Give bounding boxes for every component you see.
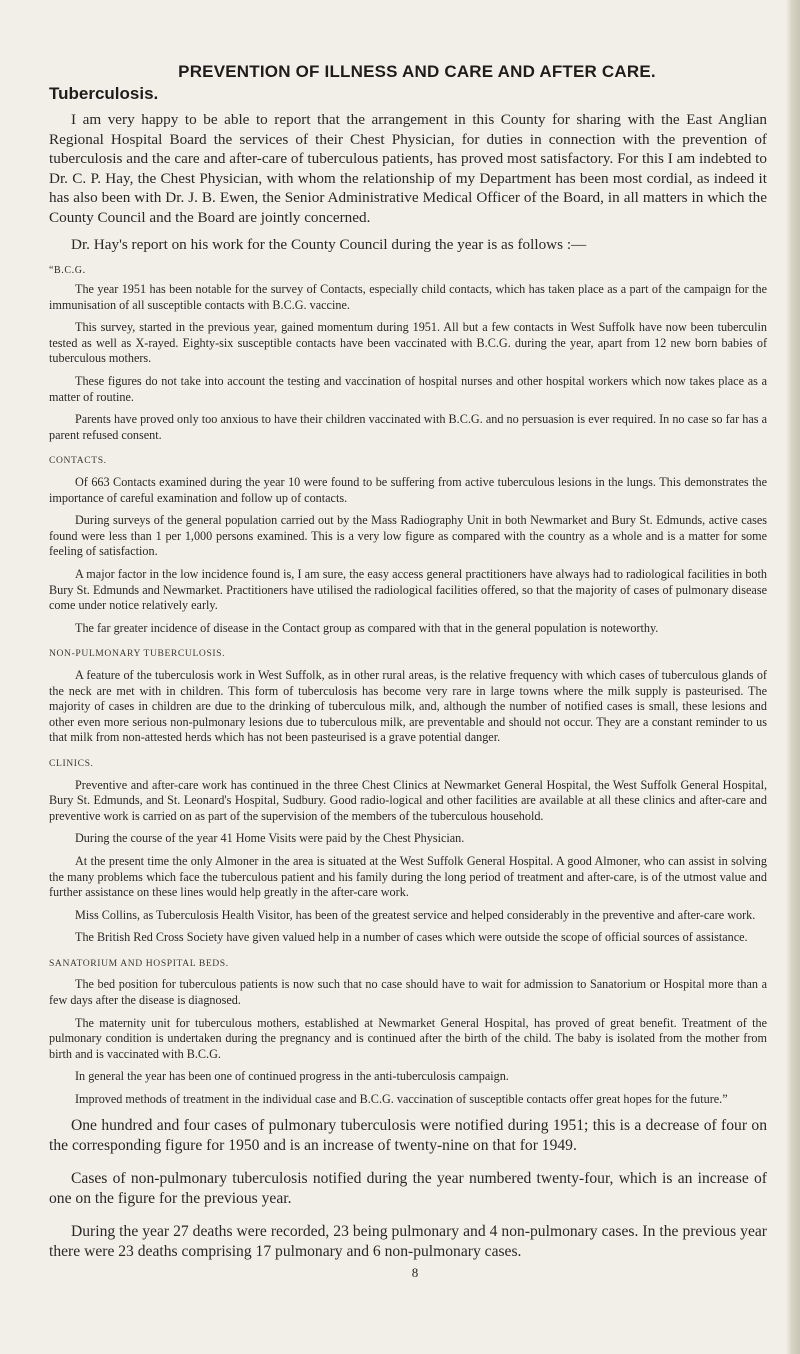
report-paragraph: These figures do not take into account the testing and vaccination of hospital nurses and other hospital workers which now takes place as a matter of routine. — [49, 374, 767, 404]
page-title: PREVENTION OF ILLNESS AND CARE AND AFTER CARE. — [178, 62, 656, 81]
intro-paragraph: Dr. Hay's report on his work for the County Council during the year is as follows :— — [71, 236, 587, 253]
bcg-label: “B.C.G. — [49, 264, 86, 276]
intro-paragraph: I am very happy to be able to report that the arrangement in this County for sharing with the East Anglian Regional Hospital Board the services of their Chest Physician, for duties in connection with the prevention of tuberculosis and the care and after-care of tuberculous patients, has proved most satisfactory. For this I am indebted to Dr. C. P. Hay, the Chest Physician, with whom the relationship of my Department has been most cordial, as indeed it has also been with Dr. J. B. Ewen, the Senior Administrative Medical Officer of the Board, in all matters in which the County Council and the Board are jointly concerned. — [49, 111, 767, 226]
report-section — [49, 263, 767, 1108]
report-paragraph: During the course of the year 41 Home Visits were paid by the Chest Physician. — [75, 831, 465, 846]
non-pulmonary-heading: NON-PULMONARY TUBERCULOSIS. — [49, 648, 226, 660]
report-paragraph: Improved methods of treatment in the individual case and B.C.G. vaccination of susceptible contacts offer great hopes for the future.” — [75, 1092, 728, 1107]
page-edge-shadow — [786, 0, 800, 1354]
contacts-heading: CONTACTS. — [49, 455, 107, 467]
report-paragraph: The year 1951 has been notable for the survey of Contacts, especially child contacts, which has taken place as a part of the campaign for the immunisation of all susceptible contacts with B.C.G. vaccine. — [49, 282, 767, 312]
closing-paragraph: During the year 27 deaths were recorded, 23 being pulmonary and 4 non-pulmonary cases. In the previous year there were 23 deaths comprising 17 pulmonary and 6 non-pulmonary cases. — [49, 1222, 767, 1261]
section-heading: Tuberculosis. — [49, 84, 159, 103]
report-paragraph: Preventive and after-care work has continued in the three Chest Clinics at Newmarket General Hospital, the West Suffolk General Hospital, Bury St. Edmunds, and St. Leonard's Hospital, Sudbury. Good radio-logical and other facilities are available at all these clinics and after-care and preventive work is carried on as part of the supervision of the members of the tuberculous household. — [49, 777, 767, 823]
report-paragraph: The far greater incidence of disease in the Contact group as compared with that in the general population is noteworthy. — [75, 620, 659, 635]
page-number: 8 — [411, 1264, 419, 1280]
report-paragraph: The bed position for tuberculous patients is now such that no case should have to wait for admission to Sanatorium or Hospital more than a few days after the disease is diagnosed. — [49, 977, 767, 1008]
clinics-heading: CLINICS. — [49, 757, 94, 769]
intro-section — [49, 110, 767, 255]
report-paragraph: At the present time the only Almoner in the area is situated at the West Suffolk General Hospital. A good Almoner, who can assist in solving the many problems which face the tuberculous patient and his family during the long period of treatment and after-care, is of the utmost value and further assistance on these lines would help greatly in the after-care work. — [49, 853, 767, 900]
report-paragraph: A feature of the tuberculosis work in West Suffolk, as in other rural areas, is the relative frequency with which cases of tuberculous glands of the neck are met with in children. This form of tuberculosis has become very rare in large towns where the milk supply is pasteurised. The majority of cases in children are due to the drinking of tuberculous milk, and, although the number of notified cases is small, these lesions and other even more serious non-pulmonary lesions due to tuberculous milk, are preventable and should not occur. They are a constant reminder to us that milk from non-attested herds which has not been pasteurised is a grave potential danger. — [49, 667, 767, 745]
report-paragraph: A major factor in the low incidence found is, I am sure, the easy access general practitioners have always had to radiological facilities in both Bury St. Edmunds and Newmarket. Practitioners have utilised the radiological facilities offered, so that the majority of cases of pulmonary disease come under notice relatively early. — [49, 567, 767, 613]
closing-paragraph: Cases of non-pulmonary tuberculosis notified during the year numbered twenty-four, which is an increase of one on the figure for the previous year. — [49, 1169, 767, 1208]
report-paragraph: The maternity unit for tuberculous mothers, established at Newmarket General Hospital, has proved of great benefit. Treatment of the pulmonary condition is undertaken during the pregnancy and is continued after the birth of the child. The baby is isolated from the mother from birth and is vaccinated with B.C.G. — [49, 1015, 767, 1061]
report-paragraph: Of 663 Contacts examined during the year 10 were found to be suffering from active tuberculous lesions in the lungs. This demonstrates the importance of careful examination and follow up of contacts. — [49, 475, 767, 505]
closing-section — [49, 1116, 767, 1263]
report-paragraph: The British Red Cross Society have given valued help in a number of cases which were outside the scope of official sources of assistance. — [75, 930, 748, 945]
report-paragraph: Parents have proved only too anxious to have their children vaccinated with B.C.G. and no persuasion is ever required. In no case so far has a parent refused consent. — [49, 412, 767, 442]
report-paragraph: In general the year has been one of continued progress in the anti-tuberculosis campaign. — [75, 1069, 509, 1084]
document-page — [49, 62, 767, 1281]
report-paragraph: This survey, started in the previous year, gained momentum during 1951. All but a few contacts in West Suffolk have now been tuberculin tested as well as X-rayed. Eighty-six susceptible contacts have been vaccinated with B.C.G. during the year, apart from 12 new born babies of tuberculous mothers. — [49, 320, 767, 366]
report-paragraph: Miss Collins, as Tuberculosis Health Visitor, has been of the greatest service and helped considerably in the preventive and after-care work. — [75, 907, 756, 922]
report-paragraph: During surveys of the general population carried out by the Mass Radiography Unit in both Newmarket and Bury St. Edmunds, active cases found were less than 1 per 1,000 persons examined. This is a very low figure as compared with the country as a whole and is a matter for some feeling of satisfaction. — [49, 513, 767, 559]
sanatorium-heading: SANATORIUM AND HOSPITAL BEDS. — [49, 957, 229, 969]
closing-paragraph: One hundred and four cases of pulmonary tuberculosis were notified during 1951; this is a decrease of four on the corresponding figure for 1950 and is an increase of twenty-nine on that for 1949. — [49, 1116, 767, 1155]
